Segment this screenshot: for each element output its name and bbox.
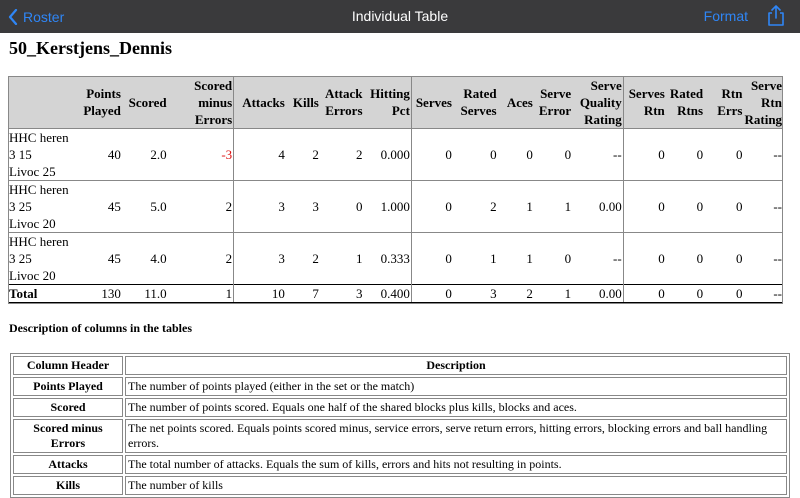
- serve-error-cell: 1: [534, 181, 572, 233]
- attacks-cell: 4: [234, 129, 286, 181]
- kills-cell: 2: [286, 129, 320, 181]
- scored-minus-errors-cell: 1: [168, 285, 234, 303]
- header-serves-rtn: Serves Rtn: [623, 76, 666, 129]
- aces-cell: 0: [498, 129, 534, 181]
- nav-bar: [0, 0, 800, 33]
- serve-rtn-rating-cell: --: [743, 285, 783, 303]
- column-description: The number of points scored. Equals one half of the shared blocks plus kills, blocks and aces.: [125, 398, 787, 417]
- description-row: [13, 377, 787, 396]
- hitting-pct-cell: 0.333: [364, 233, 412, 285]
- rated-rtns-cell: 0: [666, 129, 704, 181]
- team-cell: [8, 181, 78, 233]
- serves-cell: 0: [411, 181, 453, 233]
- serve-error-cell: 0: [534, 129, 572, 181]
- aces-cell: 1: [498, 181, 534, 233]
- attacks-cell: 3: [234, 181, 286, 233]
- team-name: HHC heren: [9, 182, 69, 197]
- rated-serves-cell: 1: [453, 233, 498, 285]
- scored-cell: 11.0: [122, 285, 168, 303]
- hitting-pct-cell: 1.000: [364, 181, 412, 233]
- rtn-errs-cell: 0: [704, 181, 743, 233]
- scored-cell: 5.0: [122, 181, 168, 233]
- table-row: [8, 129, 783, 181]
- rtn-errs-cell: 0: [704, 129, 743, 181]
- description-header-row: [13, 356, 787, 375]
- points-played-cell: 40: [78, 129, 122, 181]
- serve-rtn-rating-cell: --: [743, 181, 783, 233]
- team-name: HHC heren: [9, 130, 69, 145]
- header-rated-rtns: Rated Rtns: [666, 76, 704, 129]
- opponent-score: Livoc 25: [9, 164, 56, 179]
- team-score: 3 25: [9, 199, 32, 214]
- header-scored-minus-errors: Scored minus Errors: [168, 76, 234, 129]
- attacks-cell: 10: [234, 285, 286, 303]
- aces-cell: 1: [498, 233, 534, 285]
- rated-rtns-cell: 0: [666, 285, 704, 303]
- share-icon[interactable]: [766, 5, 786, 27]
- serves-rtn-cell: 0: [623, 285, 666, 303]
- serves-rtn-cell: 0: [623, 181, 666, 233]
- column-description: The number of kills: [125, 476, 787, 495]
- scored-minus-errors-cell: 2: [168, 181, 234, 233]
- serve-rtn-rating-cell: --: [743, 129, 783, 181]
- kills-cell: 2: [286, 233, 320, 285]
- header-attack-errors: Attack Errors: [320, 76, 364, 129]
- scored-minus-errors-cell: -3: [168, 129, 234, 181]
- column-description: The total number of attacks. Equals the sum of kills, errors and hits not resulting in points.: [125, 455, 787, 474]
- serve-quality-rating-cell: --: [572, 233, 623, 285]
- description-heading: Description of columns in the tables: [9, 321, 192, 335]
- stats-header-row: [8, 76, 783, 129]
- description-row: [13, 476, 787, 495]
- kills-cell: 3: [286, 181, 320, 233]
- format-button[interactable]: Format: [703, 8, 748, 24]
- header-scored: Scored: [122, 76, 168, 129]
- nav-title: Individual Table: [351, 8, 449, 24]
- serves-rtn-cell: 0: [623, 129, 666, 181]
- serve-error-cell: 0: [534, 233, 572, 285]
- attacks-cell: 3: [234, 233, 286, 285]
- column-description: The number of points played (either in the set or the match): [125, 377, 787, 396]
- serve-quality-rating-cell: 0.00: [572, 285, 623, 303]
- rated-serves-cell: 3: [453, 285, 498, 303]
- back-label: Roster: [23, 8, 65, 25]
- scored-minus-errors-cell: 2: [168, 233, 234, 285]
- total-label: Total: [8, 285, 78, 303]
- header-serve-quality-rating: Serve Quality Rating: [572, 76, 623, 129]
- hitting-pct-cell: 0.000: [364, 129, 412, 181]
- description-title: Description: [125, 356, 787, 375]
- scored-cell: 4.0: [122, 233, 168, 285]
- rated-rtns-cell: 0: [666, 233, 704, 285]
- description-row: [13, 455, 787, 474]
- serves-rtn-cell: 0: [623, 233, 666, 285]
- points-played-cell: 45: [78, 233, 122, 285]
- attack-errors-cell: 3: [320, 285, 364, 303]
- header-serve-rtn-rating: Serve Rtn Rating: [744, 77, 783, 127]
- column-name: Scored: [13, 398, 123, 417]
- header-rtn-errs: Rtn Errs: [704, 76, 743, 129]
- header-serves: Serves: [411, 76, 453, 129]
- attack-errors-cell: 0: [320, 181, 364, 233]
- points-played-cell: 45: [78, 181, 122, 233]
- hitting-pct-cell: 0.400: [364, 285, 412, 303]
- serves-cell: 0: [411, 285, 453, 303]
- serves-cell: 0: [411, 129, 453, 181]
- header-attacks: Attacks: [234, 76, 286, 129]
- rated-rtns-cell: 0: [666, 181, 704, 233]
- attack-errors-cell: 2: [320, 129, 364, 181]
- opponent-score: Livoc 20: [9, 216, 56, 231]
- serve-quality-rating-cell: --: [572, 129, 623, 181]
- kills-cell: 7: [286, 285, 320, 303]
- column-name: Points Played: [13, 377, 123, 396]
- page-title: 50_Kerstjens_Dennis: [9, 38, 172, 58]
- serve-quality-rating-cell: 0.00: [572, 181, 623, 233]
- description-row: [13, 398, 787, 417]
- attack-errors-cell: 1: [320, 233, 364, 285]
- scored-cell: 2.0: [122, 129, 168, 181]
- rated-serves-cell: 0: [453, 129, 498, 181]
- column-header-title: Column Header: [13, 356, 123, 375]
- team-name: HHC heren: [9, 234, 69, 249]
- serve-error-cell: 1: [534, 285, 572, 303]
- team-cell: [8, 129, 78, 181]
- rated-serves-cell: 2: [453, 181, 498, 233]
- rtn-errs-cell: 0: [704, 285, 743, 303]
- header-rated-serves: Rated Serves: [453, 76, 498, 129]
- header-kills: Kills: [286, 76, 320, 129]
- description-table: [10, 353, 790, 498]
- column-name: Attacks: [13, 455, 123, 474]
- column-description: The net points scored. Equals points scored minus, service errors, serve return errors, hitting errors, blocking errors and ball handling errors.: [125, 419, 787, 453]
- table-row: [8, 233, 783, 285]
- team-score: 3 25: [9, 251, 32, 266]
- header-serve-error: Serve Error: [534, 76, 572, 129]
- serves-cell: 0: [411, 233, 453, 285]
- points-played-cell: 130: [78, 285, 122, 303]
- rtn-errs-cell: 0: [704, 233, 743, 285]
- total-row: [8, 285, 783, 303]
- aces-cell: 2: [498, 285, 534, 303]
- header-team: [8, 76, 78, 129]
- header-aces: Aces: [498, 76, 534, 129]
- description-row: [13, 419, 787, 453]
- team-score: 3 15: [9, 147, 32, 162]
- table-row: [8, 181, 783, 233]
- team-cell: [8, 233, 78, 285]
- column-name: Scored minus Errors: [13, 419, 123, 453]
- stats-table: [8, 76, 783, 303]
- header-points-played: Points Played: [78, 76, 122, 129]
- opponent-score: Livoc 20: [9, 268, 56, 283]
- column-name: Kills: [13, 476, 123, 495]
- serve-rtn-rating-cell: --: [743, 233, 783, 285]
- header-hitting-pct: Hitting Pct: [364, 76, 412, 129]
